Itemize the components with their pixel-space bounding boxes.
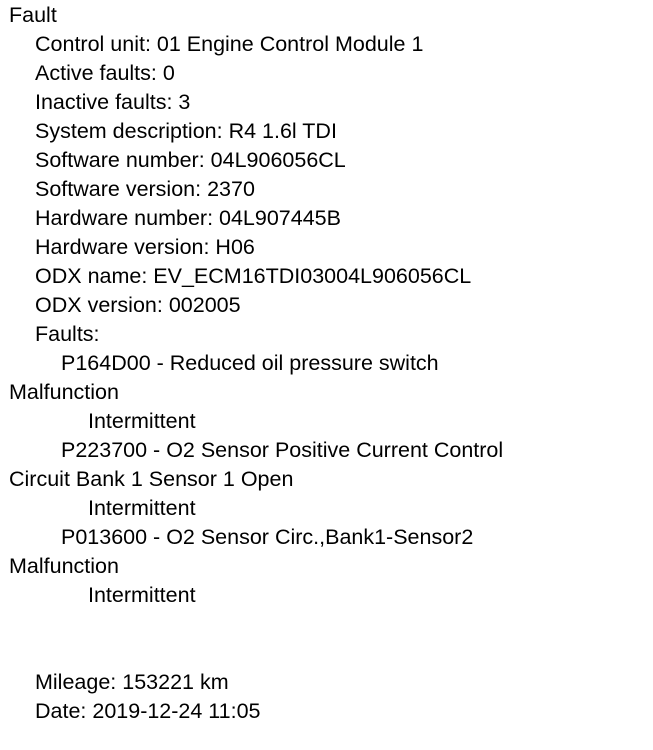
software-version: Software version: 2370 <box>35 177 255 201</box>
fault-code-continuation: Circuit Bank 1 Sensor 1 Open <box>9 467 294 491</box>
hardware-number: Hardware number: 04L907445B <box>35 206 341 230</box>
fault-status: Intermittent <box>88 496 196 520</box>
fault-code-line: P013600 - O2 Sensor Circ.,Bank1-Sensor2 <box>61 525 474 549</box>
software-number: Software number: 04L906056CL <box>35 148 346 172</box>
fault-entry <box>9 436 649 523</box>
odx-name: ODX name: EV_ECM16TDI03004L906056CL <box>35 264 472 288</box>
mileage: Mileage: 153221 km <box>35 670 229 694</box>
fault-report <box>9 1 649 726</box>
date: Date: 2019-12-24 11:05 <box>35 699 261 723</box>
active-faults: Active faults: 0 <box>35 61 175 85</box>
fault-status: Intermittent <box>88 409 196 433</box>
fault-code-line: P164D00 - Reduced oil pressure switch <box>61 351 439 375</box>
fault-status: Intermittent <box>88 583 196 607</box>
odx-version: ODX version: 002005 <box>35 293 241 317</box>
fault-entry <box>9 523 649 610</box>
fault-code-continuation: Malfunction <box>9 554 119 578</box>
faults-label: Faults: <box>35 322 100 346</box>
fault-entry <box>9 349 649 436</box>
report-title: Fault <box>9 3 57 27</box>
system-description: System description: R4 1.6l TDI <box>35 119 337 143</box>
spacer <box>9 610 649 668</box>
fault-code-line: P223700 - O2 Sensor Positive Current Control <box>61 438 504 462</box>
hardware-version: Hardware version: H06 <box>35 235 255 259</box>
control-unit: Control unit: 01 Engine Control Module 1 <box>35 32 424 56</box>
inactive-faults: Inactive faults: 3 <box>35 90 191 114</box>
fault-code-continuation: Malfunction <box>9 380 119 404</box>
